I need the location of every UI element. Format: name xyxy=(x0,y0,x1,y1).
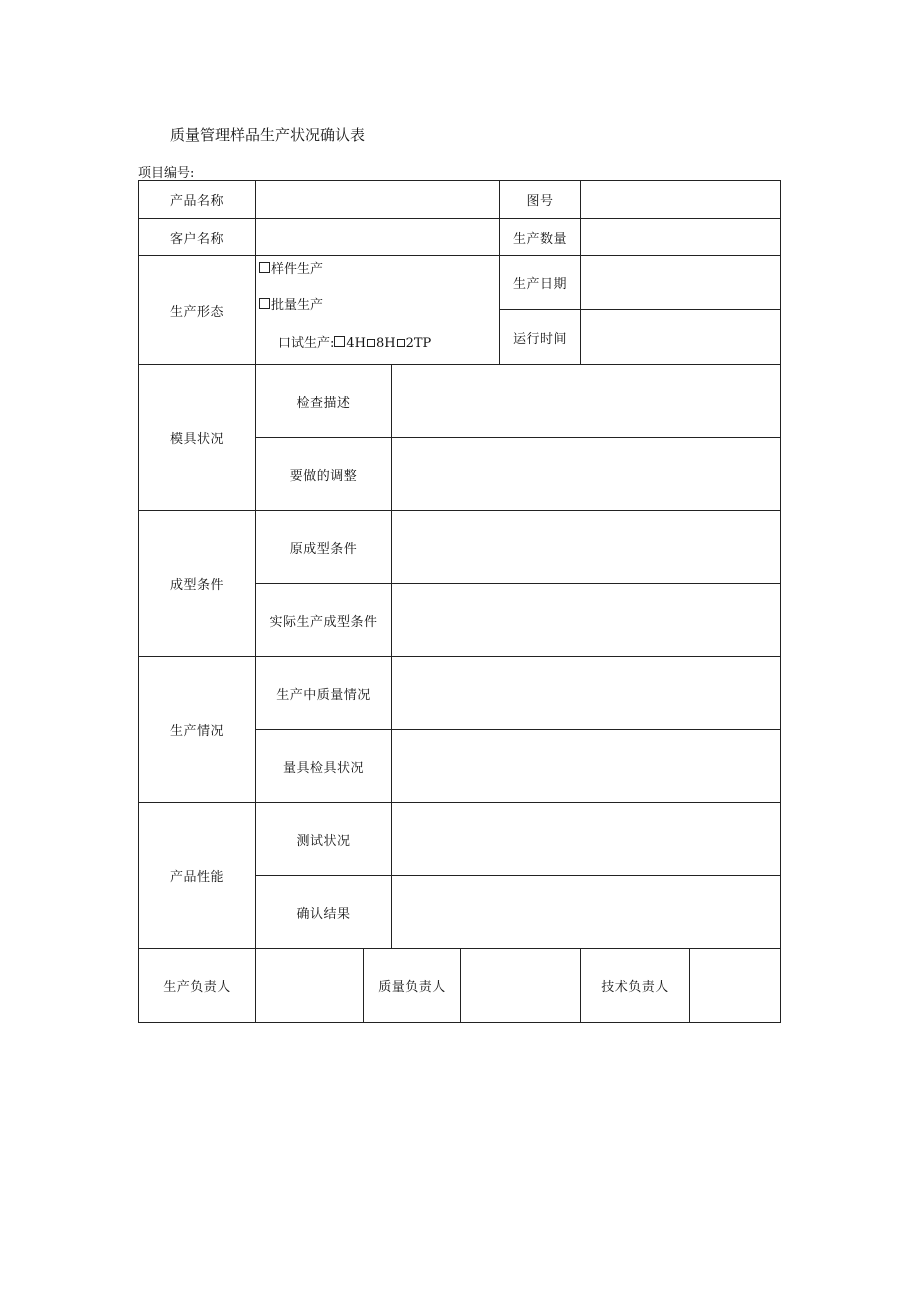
run-time-label: 运行时间 xyxy=(499,309,580,364)
trial-production-text: 口试生产: xyxy=(278,336,335,351)
trial-8h-checkbox[interactable] xyxy=(367,339,375,347)
test-status-field[interactable] xyxy=(391,802,781,875)
quality-owner-label: 质量负责人 xyxy=(363,948,460,1023)
section-label-mold: 模具状况 xyxy=(138,364,255,510)
actual-molding-conditions-field[interactable] xyxy=(391,583,781,656)
section-label-production: 生产情况 xyxy=(138,656,255,802)
required-adjustment-field[interactable] xyxy=(391,437,781,510)
trial-8h-text: 8H xyxy=(376,336,396,351)
item-original-molding-conditions: 原成型条件 xyxy=(255,510,391,583)
sample-production-text: 样件生产 xyxy=(271,262,324,277)
batch-production-checkbox[interactable] xyxy=(259,298,270,309)
trial-2tp-text: 2TP xyxy=(405,336,432,351)
trial-4h-checkbox[interactable] xyxy=(334,336,345,347)
production-form-label: 生产形态 xyxy=(138,255,255,364)
sample-production-option[interactable] xyxy=(259,258,323,277)
production-date-field[interactable] xyxy=(580,255,781,309)
tech-owner-field[interactable] xyxy=(689,948,781,1023)
item-test-status: 测试状况 xyxy=(255,802,391,875)
production-quantity-label: 生产数量 xyxy=(499,218,580,255)
item-inspection-description: 检查描述 xyxy=(255,364,391,437)
batch-production-text: 批量生产 xyxy=(271,298,324,313)
customer-name-field[interactable] xyxy=(255,218,499,255)
inspection-description-field[interactable] xyxy=(391,364,781,437)
gauge-condition-field[interactable] xyxy=(391,729,781,802)
production-owner-label: 生产负责人 xyxy=(138,948,255,1023)
trial-4h-text: 4H xyxy=(346,336,366,351)
quality-owner-field[interactable] xyxy=(460,948,580,1023)
item-gauge-condition: 量具检具状况 xyxy=(255,729,391,802)
drawing-number-field[interactable] xyxy=(580,180,781,218)
run-time-field[interactable] xyxy=(580,309,781,364)
drawing-number-label: 图号 xyxy=(499,180,580,218)
item-confirmation-result: 确认结果 xyxy=(255,875,391,948)
sample-production-checkbox[interactable] xyxy=(259,262,270,273)
trial-2tp-checkbox[interactable] xyxy=(397,339,405,347)
document-title: 质量管理样品生产状况确认表 xyxy=(170,126,366,144)
product-name-label: 产品名称 xyxy=(138,180,255,218)
item-actual-molding-conditions: 实际生产成型条件 xyxy=(255,583,391,656)
confirmation-result-field[interactable] xyxy=(391,875,781,948)
product-name-field[interactable] xyxy=(255,180,499,218)
section-label-performance: 产品性能 xyxy=(138,802,255,948)
production-date-label: 生产日期 xyxy=(499,255,580,309)
tech-owner-label: 技术负责人 xyxy=(580,948,689,1023)
customer-name-label: 客户名称 xyxy=(138,218,255,255)
item-in-production-quality: 生产中质量情况 xyxy=(255,656,391,729)
original-molding-conditions-field[interactable] xyxy=(391,510,781,583)
trial-production-option xyxy=(278,332,431,351)
project-number-label: 项目编号: xyxy=(138,166,195,181)
production-owner-field[interactable] xyxy=(255,948,363,1023)
production-quantity-field[interactable] xyxy=(580,218,781,255)
in-production-quality-field[interactable] xyxy=(391,656,781,729)
section-label-molding: 成型条件 xyxy=(138,510,255,656)
item-required-adjustment: 要做的调整 xyxy=(255,437,391,510)
confirmation-table xyxy=(138,180,781,1023)
batch-production-option[interactable] xyxy=(259,294,323,313)
production-form-options xyxy=(255,255,499,364)
